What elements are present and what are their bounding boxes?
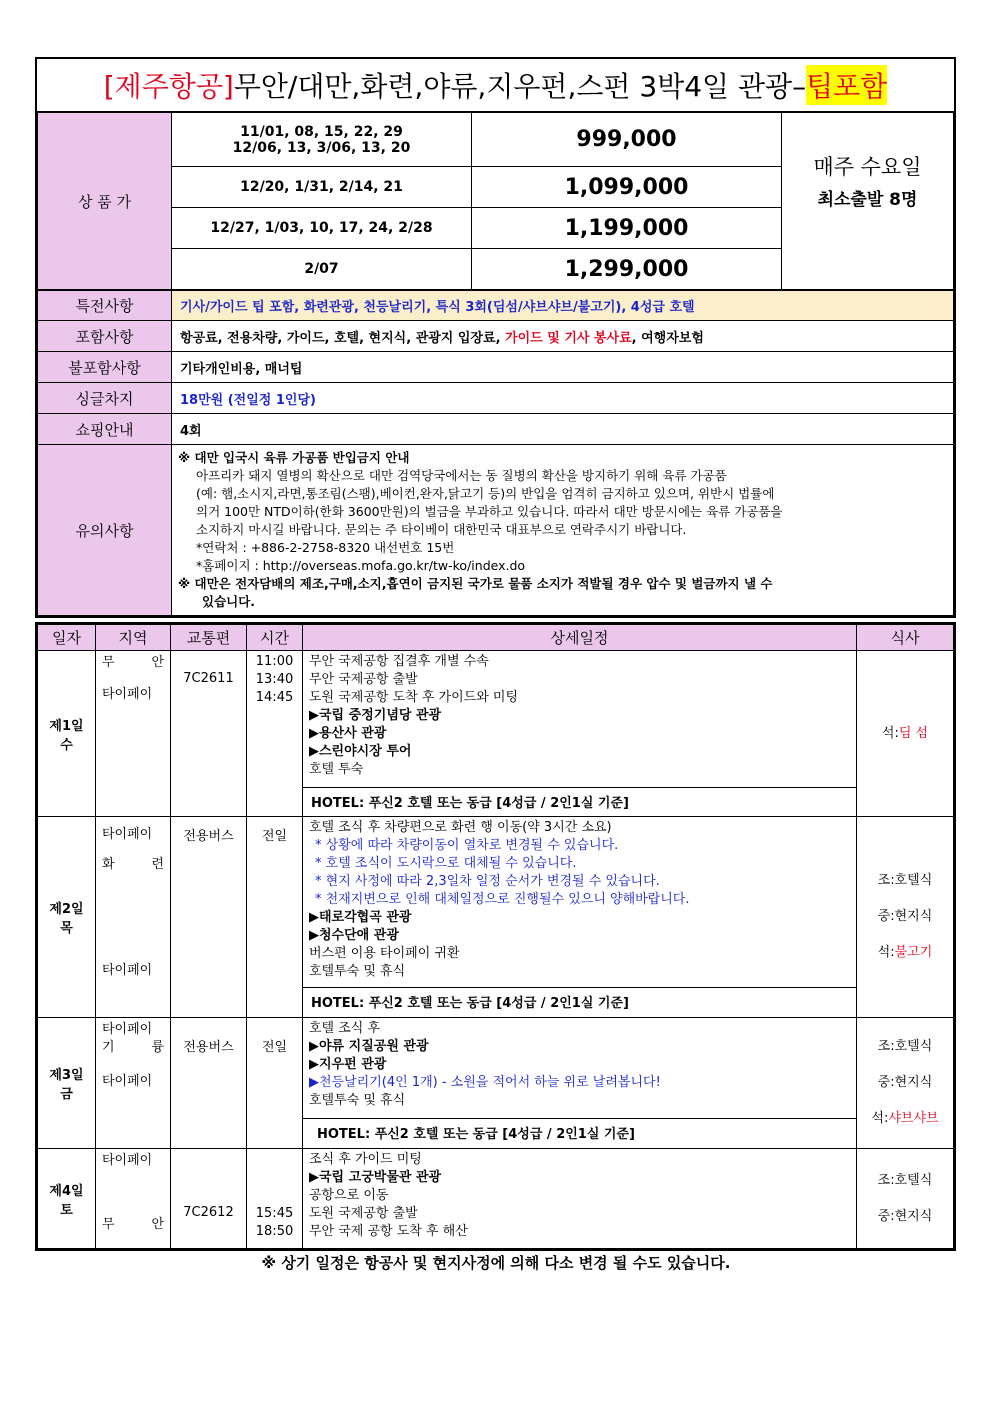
weekly-departure: 매주 수요일 — [813, 155, 922, 180]
minimum-departure: 최소출발 8명 — [817, 190, 918, 211]
note-line: 있습니다. — [202, 594, 256, 609]
price-amount-1: 999,000 — [472, 113, 782, 167]
day-row — [38, 1018, 954, 1149]
price-dates-3 — [172, 208, 472, 249]
meals — [857, 817, 954, 1018]
time: 14:45 — [255, 690, 294, 705]
note-line: (예: 햄,소시지,라면,통조림(스팸),베이컨,완자,닭고기 등)의 반입을 엄격히 금지하고 있으며, 위반시 법률에 — [196, 486, 775, 501]
meal-value: 호텔식 — [894, 1039, 933, 1054]
col-time: 시간 — [247, 625, 303, 651]
price-label: 상 품 가 — [38, 113, 172, 290]
col-region: 지역 — [96, 625, 171, 651]
col-meal: 식사 — [857, 625, 954, 651]
region — [102, 654, 164, 672]
single-charge: 18만원 (전일정 1인당) — [172, 383, 954, 414]
day-of-week: 수 — [60, 737, 73, 753]
detail-lines — [303, 1018, 856, 1118]
shopping-label: 쇼핑안내 — [38, 414, 172, 445]
region-char: 륭 — [151, 1040, 164, 1055]
detail-line: 조식 후 가이드 미팅 — [309, 1152, 422, 1167]
region: 타이페이 — [102, 827, 153, 842]
region: 타이페이 — [102, 1153, 153, 1168]
meal-value: 호텔식 — [894, 1172, 933, 1188]
detail-line: 버스편 이용 타이페이 귀환 — [309, 946, 460, 961]
region-char: 기 — [102, 1040, 115, 1055]
detail-line: 공항으로 이동 — [309, 1188, 389, 1203]
special-benefits: 기사/가이드 팁 포함, 화련관광, 천등날리기, 특식 3회(딤섬/샤브샤브/불고기), 4성급 호텔 — [172, 291, 954, 321]
product-summary — [35, 57, 956, 618]
meal-value: 호텔식 — [894, 873, 933, 888]
excluded-items: 기타개인비용, 매너팁 — [172, 352, 954, 383]
region-char: 화 — [102, 857, 115, 872]
meal — [857, 1163, 953, 1199]
col-day: 일자 — [38, 625, 96, 651]
price-dates-1 — [172, 113, 472, 167]
price-amount-2: 1,099,000 — [472, 167, 782, 208]
times — [247, 1149, 303, 1249]
time: 13:40 — [255, 672, 294, 687]
day-of-week: 금 — [60, 1087, 73, 1102]
day-label — [38, 1018, 96, 1149]
detail-line: ▶스린야시장 투어 — [309, 744, 412, 759]
meals — [857, 1018, 954, 1149]
note-line: ※ 대만은 전자담배의 제조,구매,소지,흡연이 금지된 국가로 물품 소지가 적발될 경우 압수 및 벌금까지 낼 수 — [178, 576, 773, 591]
detail-cell — [303, 1149, 857, 1249]
time: 18:50 — [255, 1224, 294, 1239]
meal-type: 조: — [877, 873, 895, 888]
meal-value: 현지식 — [894, 909, 933, 924]
region-cell — [96, 1149, 171, 1249]
departure-info — [782, 113, 954, 249]
transport: 7C2612 — [171, 1149, 247, 1249]
detail-lines — [303, 651, 856, 787]
detail-line: * 호텔 조식이 도시락으로 대체될 수 있습니다. — [315, 856, 577, 871]
meal — [857, 1029, 953, 1065]
included-text: , 여행자보험 — [631, 330, 704, 346]
transport: 전용버스 — [171, 1018, 247, 1149]
day-number: 제3일 — [49, 1068, 84, 1083]
detail-line: ▶청수단애 관광 — [309, 928, 399, 943]
meal-value: 현지식 — [894, 1075, 933, 1090]
dates-line: 12/27, 1/03, 10, 17, 24, 2/28 — [210, 220, 433, 236]
note-line: 아프리카 돼지 열병의 확산으로 대만 검역당국에서는 동 질병의 확산을 방지하기 위해 육류 가공품 — [196, 468, 727, 483]
region: 타이페이 — [102, 963, 153, 978]
meal-type: 조: — [877, 1039, 895, 1054]
day-label — [38, 817, 96, 1018]
footer-notice: ※ 상기 일정은 항공사 및 현지사정에 의해 다소 변경 될 수도 있습니다. — [261, 1254, 731, 1272]
detail-line: ▶야류 지질공원 관광 — [309, 1039, 429, 1054]
day-number: 제4일 — [49, 1183, 84, 1199]
day-label — [38, 651, 96, 817]
itinerary — [35, 622, 956, 1251]
detail-line: ▶지우펀 관광 — [309, 1057, 387, 1072]
note-line: 의거 100만 NTD이하(한화 3600만원)의 벌금을 부과하고 있습니다. 따라서 대만 방문시에는 육류 가공품을 — [196, 504, 783, 519]
meal-dinner: 딤 섬 — [898, 725, 929, 741]
meal — [857, 1101, 953, 1137]
detail-lines — [303, 817, 856, 987]
blank-cell — [782, 249, 954, 290]
detail-cell — [303, 817, 857, 1018]
region-char: 안 — [151, 1217, 164, 1232]
included-service-fee: 가이드 및 기사 봉사료 — [505, 330, 632, 346]
detail-line: 호텔 투숙 — [309, 762, 364, 777]
single-charge-label: 싱글차지 — [38, 383, 172, 414]
day-label — [38, 1149, 96, 1249]
meal-value: 현지식 — [894, 1208, 933, 1224]
region: 타이페이 — [102, 1022, 153, 1037]
region-char: 무 — [102, 655, 115, 670]
col-detail: 상세일정 — [303, 625, 857, 651]
detail-lines — [303, 1149, 856, 1243]
meals — [857, 1149, 954, 1249]
excluded-label: 불포함사항 — [38, 352, 172, 383]
included-items — [172, 321, 954, 352]
meal-type: 중: — [877, 1075, 895, 1090]
day-row — [38, 817, 954, 1018]
detail-line: ▶천등날리기(4인 1개) - 소원을 적어서 하늘 위로 날려봅니다! — [309, 1075, 661, 1090]
region: 타이페이 — [102, 687, 153, 702]
dates-line: 12/06, 13, 3/06, 13, 20 — [232, 139, 411, 156]
transport: 전용버스 — [171, 817, 247, 1018]
meal-value: 샤브샤브 — [888, 1111, 939, 1126]
meal — [857, 716, 953, 752]
detail-line: ▶태로각협곡 관광 — [309, 910, 412, 925]
meal — [857, 935, 953, 971]
detail-cell — [303, 1018, 857, 1149]
day-row — [38, 651, 954, 817]
price-amount-3: 1,199,000 — [472, 208, 782, 249]
region — [102, 1039, 164, 1057]
detail-cell — [303, 651, 857, 817]
price-table — [37, 112, 954, 290]
detail-line: ▶국립 고궁박물관 관광 — [309, 1170, 442, 1185]
hotel-info: HOTEL: 푸신2 호텔 또는 동급 [4성급 / 2인1실 기준] — [303, 787, 856, 815]
notes — [172, 445, 954, 616]
region-char: 안 — [151, 655, 164, 670]
meal-type: 석: — [877, 945, 895, 960]
note-line: *홈페이지 : http://overseas.mofa.go.kr/tw-ko/index.do — [196, 558, 526, 573]
detail-line: * 천재지변으로 인해 대체일정으로 진행될수 있으니 양해바랍니다. — [315, 892, 690, 907]
meal — [857, 899, 953, 935]
dates-line: 11/01, 08, 15, 22, 29 — [240, 123, 403, 140]
day-number: 제1일 — [49, 718, 84, 734]
time: 전일 — [247, 1018, 303, 1149]
day-of-week: 토 — [60, 1202, 73, 1218]
meal — [857, 863, 953, 899]
meal — [857, 1199, 953, 1235]
time: 11:00 — [255, 654, 294, 669]
time: 15:45 — [255, 1206, 294, 1221]
detail-line: 도원 국제공항 도착 후 가이드와 미팅 — [309, 690, 519, 705]
detail-line: * 상황에 따라 차량이동이 열차로 변경될 수 있습니다. — [315, 838, 619, 853]
detail-line: 호텔투숙 및 휴식 — [309, 964, 406, 979]
dates-line: 12/20, 1/31, 2/14, 21 — [240, 179, 403, 195]
route-title: 무안/대만,화련,야류,지우펀,스펀 3박4일 관광– — [233, 70, 807, 103]
dates-line: 2/07 — [304, 261, 339, 277]
meal-type: 조: — [877, 1172, 895, 1188]
detail-line: 도원 국제공항 출발 — [309, 1206, 418, 1221]
special-label: 특전사항 — [38, 291, 172, 321]
detail-line: 호텔 조식 후 차량편으로 화련 행 이동(약 3시간 소요) — [309, 820, 612, 835]
region-char: 련 — [151, 857, 164, 872]
meal — [857, 1065, 953, 1101]
day-number: 제2일 — [49, 902, 84, 917]
hotel-info: HOTEL: 푸신2 호텔 또는 동급 [4성급 / 2인1실 기준] — [303, 987, 856, 1015]
airline-name: [제주항공] — [103, 70, 234, 103]
region-cell — [96, 817, 171, 1018]
shopping-count: 4회 — [172, 414, 954, 445]
meal-type: 중: — [877, 1208, 895, 1224]
meal-type: 중: — [877, 909, 895, 924]
detail-line: ▶용산사 관광 — [309, 726, 387, 741]
note-line: 소지하지 마시길 바랍니다. 문의는 주 타이베이 대한민국 대표부으로 연락주시기 바랍니다. — [196, 522, 687, 537]
page-title — [37, 59, 954, 112]
detail-line: * 현지 사정에 따라 2,3일차 일정 순서가 변경될 수 있습니다. — [315, 874, 660, 889]
note-line: ※ 대만 입국시 육류 가공품 반입금지 안내 — [178, 450, 410, 465]
included-label: 포함사항 — [38, 321, 172, 352]
meal-type: 석: — [871, 1111, 889, 1126]
detail-line: 무안 국제공항 출발 — [309, 672, 418, 687]
transport: 7C2611 — [171, 651, 247, 817]
price-dates-2 — [172, 167, 472, 208]
col-transport: 교통편 — [171, 625, 247, 651]
region — [102, 1216, 164, 1234]
region-cell — [96, 1018, 171, 1149]
price-amount-4: 1,299,000 — [472, 249, 782, 290]
itinerary-table — [37, 624, 954, 1249]
region: 타이페이 — [102, 1074, 153, 1089]
tip-included-badge: 팁포함 — [806, 65, 887, 105]
info-table — [37, 290, 954, 616]
region-char: 무 — [102, 1217, 115, 1232]
note-line: *연락처 : +886-2-2758-8320 내선번호 15번 — [196, 540, 455, 555]
hotel-info: HOTEL: 푸신2 호텔 또는 동급 [4성급 / 2인1실 기준] — [303, 1118, 856, 1146]
detail-line: 무안 국제 공항 도착 후 해산 — [309, 1224, 468, 1239]
detail-line: 무안 국제공항 집결후 개별 수속 — [309, 654, 489, 669]
day-of-week: 목 — [60, 921, 73, 936]
day-row — [38, 1149, 954, 1249]
times — [247, 651, 303, 817]
region-cell — [96, 651, 171, 817]
meal-type: 석: — [881, 725, 899, 741]
meals — [857, 651, 954, 817]
meal-value: 불고기 — [894, 945, 933, 960]
detail-line: 호텔 조식 후 — [309, 1021, 381, 1036]
included-text: 항공료, 전용차량, 가이드, 호텔, 현지식, 관광지 입장료, — [180, 330, 506, 346]
detail-line: 호텔투숙 및 휴식 — [309, 1093, 406, 1108]
notes-label: 유의사항 — [38, 445, 172, 616]
time: 전일 — [247, 817, 303, 1018]
price-dates-4 — [172, 249, 472, 290]
detail-line: ▶국립 중정기념당 관광 — [309, 708, 442, 723]
region — [102, 856, 164, 874]
